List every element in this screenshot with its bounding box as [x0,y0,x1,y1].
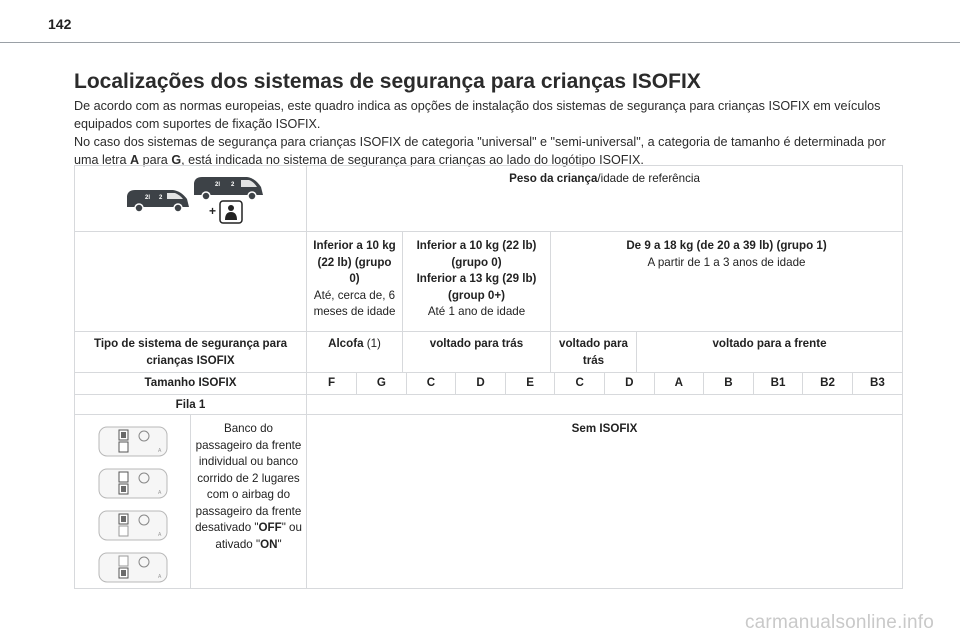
watermark: carmanualsonline.info [744,612,934,633]
size-e: E [505,373,555,394]
group-1-weight: De 9 a 18 kg (de 20 a 39 lb) (grupo 1) [626,239,827,252]
intro-paragraph-1: De acordo com as normas europeias, este quadro indica as opções de instalação dos sistemas de segurança para crianças ISOFIX em veículos equipados com suportes de fixação ISOFIX. [74,99,881,131]
group-0plus-cell [403,232,551,332]
letter-g: G [171,153,182,167]
page-number: 142 [48,16,72,32]
svg-text:A: A [157,574,161,580]
isofix-table [74,165,903,589]
intro-text [74,97,904,169]
seat-position-diagram-2-icon [96,467,170,500]
seat-diagrams-cell [75,415,191,589]
intro-text-post: , está indicada no sistema de segurança para crianças ao lado do logótipo ISOFIX. [181,153,644,167]
group-0-cell [307,232,403,332]
size-d: D [456,373,506,394]
type-alcofa-bold: Alcofa [328,337,364,350]
group-0plus-age: Até 1 ano de idade [427,305,526,318]
size-row [75,373,903,395]
weight-groups-row [75,232,903,332]
type-forward-facing: voltado para a frente [637,332,903,373]
row-1-label: Fila 1 [75,395,307,415]
header-rule [0,42,960,43]
empty-cell [307,395,903,415]
intro-paragraph-2 [74,133,904,169]
group-1-age: A partir de 1 a 3 anos de idade [647,255,806,269]
row-label-row [75,395,903,415]
seat-position-diagram-1-icon [96,425,170,458]
group-1-cell [551,232,903,332]
airbag-on-label: ON [260,537,278,551]
sizes-subtable [307,373,902,394]
svg-text:2l: 2l [215,182,221,188]
table-header-row [75,166,903,232]
weight-header-rest: /idade de referência [597,172,700,185]
svg-text:2: 2 [231,182,235,188]
type-alcofa [307,332,403,373]
airbag-off-label: OFF [258,521,282,534]
seat-desc-text-1: Banco do passageiro da frente individual ou banco corrido de 2 lugares com o airbag do passageiro da frente desativado " [195,422,302,534]
type-row [75,332,903,373]
type-rear-facing-1: voltado para trás [403,332,551,373]
letter-a: A [130,153,140,167]
size-g: G [357,373,407,394]
intro-text-pre: No caso dos sistemas de segurança para crianças ISOFIX de categoria "universal" e "semi-universal", a categoria de tamanho é determinada por uma letra [74,135,886,167]
seat-position-diagram-4-icon [96,551,170,584]
sizes-cell [307,373,903,395]
child-seat-icon [208,200,248,224]
svg-text:2l: 2l [145,195,151,201]
seat-desc-text-3: " [277,537,282,551]
size-b3: B3 [870,376,885,389]
svg-text:A: A [157,448,161,454]
empty-cell [75,232,307,332]
group-0plus-weight-1: Inferior a 10 kg (22 lb) (grupo 0) [416,239,537,269]
group-0-weight: Inferior a 10 kg (22 lb) (grupo 0) [313,239,396,285]
weight-header-bold: Peso da criança [509,172,598,185]
type-rear-facing-2: voltado para trás [551,332,637,373]
svg-text:A: A [157,490,161,496]
seat-row [75,415,903,589]
size-label: Tamanho ISOFIX [75,373,307,395]
size-d2: D [604,373,654,394]
size-c2: C [555,373,605,394]
van-long-icon [191,174,267,202]
size-f: F [307,373,357,394]
no-isofix-cell: Sem ISOFIX [307,415,903,589]
seat-description-cell [191,415,307,589]
size-a: A [654,373,704,394]
group-0plus-weight-2: Inferior a 13 kg (29 lb) (group 0+) [416,272,537,302]
type-label: Tipo de sistema de segurança para crianças ISOFIX [75,332,307,373]
intro-text-mid: para [139,153,172,167]
weight-header-cell [307,166,903,232]
seat-position-diagram-3-icon [96,509,170,542]
svg-text:A: A [157,532,161,538]
vehicle-icons-cell [75,166,307,232]
van-short-icon [123,187,193,213]
page-title: Localizações dos sistemas de segurança para crianças ISOFIX [74,70,701,93]
size-c: C [406,373,456,394]
size-b2: B2 [803,373,853,394]
svg-text:+: + [209,204,217,218]
size-b1: B1 [753,373,803,394]
size-b: B [704,373,754,394]
type-alcofa-note: (1) [363,337,381,350]
seat-desc-text-2: " ou ativado " [215,521,302,551]
group-0-age: Até, cerca de, 6 meses de idade [313,288,396,318]
svg-text:2: 2 [159,195,163,201]
